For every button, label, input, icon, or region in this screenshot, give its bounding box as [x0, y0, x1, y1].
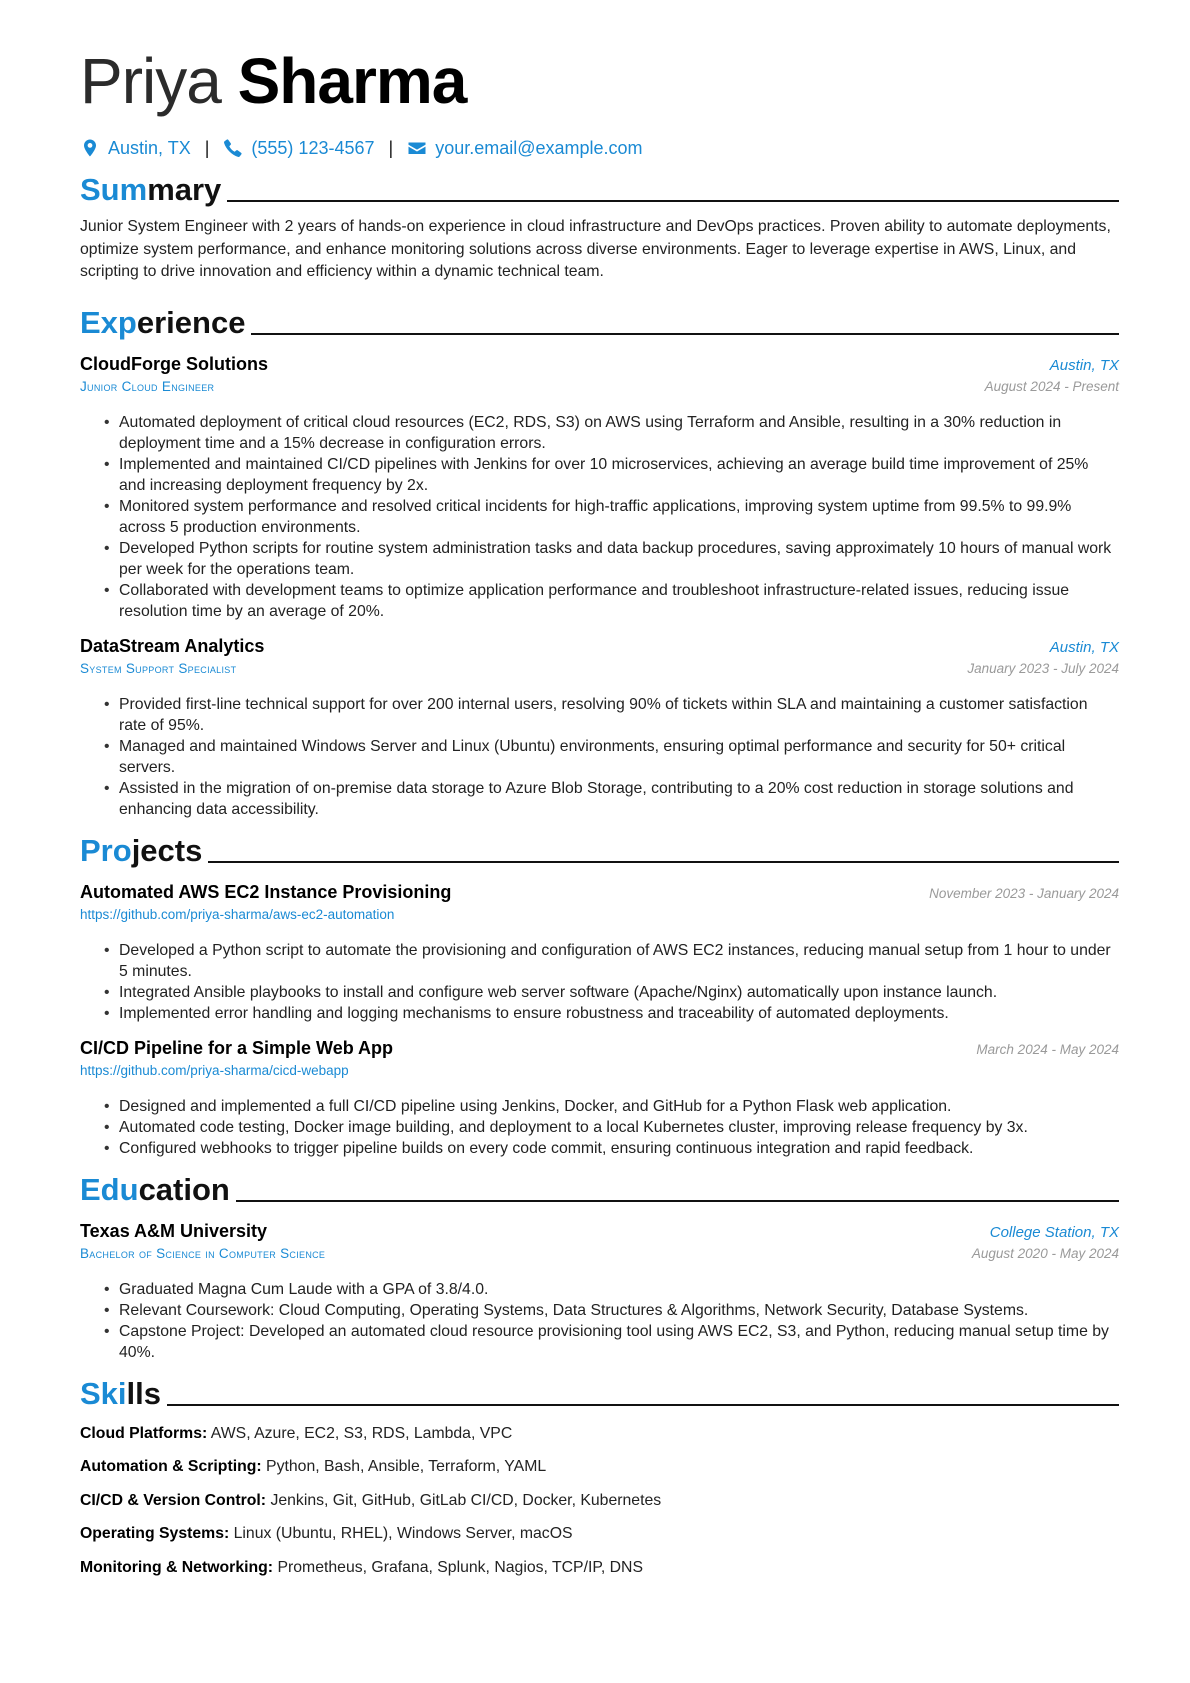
section-header-projects [80, 830, 1119, 868]
skill-row [80, 1517, 1119, 1551]
project-name: Automated AWS EC2 Instance Provisioning [80, 881, 452, 902]
section-divider [251, 333, 1119, 335]
job-dates: January 2023 - July 2024 [967, 660, 1119, 676]
section-divider [227, 200, 1119, 202]
project-entry [80, 1036, 1119, 1159]
bullet-item: • Developed Python scripts for routine system administration tasks and data backup procedures, saving approximately 10 hours of manual work per week for the operations team. [119, 538, 1119, 580]
school-location: College Station, TX [989, 1223, 1119, 1241]
job-title: Junior Cloud Engineer [80, 378, 215, 394]
envelope-icon [407, 138, 427, 158]
skill-value: Jenkins, Git, GitHub, GitLab CI/CD, Docker, Kubernetes [270, 1491, 662, 1509]
skill-value: Python, Bash, Ansible, Terraform, YAML [266, 1458, 547, 1475]
bullet-item: • Managed and maintained Windows Server and Linux (Ubuntu) environments, ensuring optimal performance and security for 50+ critical servers. [119, 736, 1119, 778]
project-dates: November 2023 - January 2024 [929, 885, 1119, 901]
company-name: DataStream Analytics [80, 635, 265, 656]
section-title [80, 1377, 161, 1411]
education-entry [80, 1219, 1119, 1363]
section-title-accent: Sum [80, 172, 148, 207]
bullet-list [80, 412, 1119, 622]
project-name: CI/CD Pipeline for a Simple Web App [80, 1037, 394, 1058]
phone-icon [223, 138, 243, 158]
experience-entry [80, 352, 1119, 622]
bullet-item: • Collaborated with development teams to optimize application performance and troubleshoot infrastructure-related issues, reducing issue resolution time by an average of 20%. [119, 580, 1119, 622]
skill-row [80, 1484, 1119, 1518]
section-header-experience [80, 302, 1119, 340]
resume-page [80, 40, 1119, 1584]
section-title-rest: cation [138, 1171, 230, 1207]
first-name: Priya [80, 45, 221, 117]
section-title-accent: Exp [80, 304, 137, 340]
section-title [80, 173, 221, 207]
project-link[interactable]: https://github.com/priya-sharma/cicd-webapp [80, 1062, 349, 1078]
section-divider [208, 861, 1119, 863]
contact-separator: | [204, 137, 210, 158]
bullet-item: • Graduated Magna Cum Laude with a GPA of 3.8/4.0. [119, 1279, 1119, 1300]
job-title: System Support Specialist [80, 660, 237, 676]
section-title-rest: lls [126, 1375, 161, 1411]
bullet-item: • Configured webhooks to trigger pipeline builds on every code commit, ensuring continuous integration and rapid feedback. [119, 1138, 1119, 1159]
bullet-item: • Relevant Coursework: Cloud Computing, Operating Systems, Data Structures & Algorithms, Network Security, Database Systems. [119, 1300, 1119, 1321]
section-title [80, 1173, 230, 1207]
bullet-item: • Developed a Python script to automate the provisioning and configuration of AWS EC2 instances, reducing manual setup from 1 hour to under 5 minutes. [119, 940, 1119, 982]
job-location: Austin, TX [1049, 356, 1119, 374]
section-title-accent: Ski [80, 1375, 127, 1411]
company-name: CloudForge Solutions [80, 353, 268, 374]
bullet-list [80, 1096, 1119, 1159]
bullet-list [80, 940, 1119, 1024]
contact-separator: | [388, 137, 394, 158]
section-divider [167, 1404, 1119, 1406]
email-link[interactable]: your.email@example.com [435, 137, 643, 158]
section-title-accent: Pro [80, 832, 132, 868]
education-dates: August 2020 - May 2024 [971, 1245, 1119, 1261]
section-title-rest: mary [147, 172, 222, 207]
section-header-summary [80, 169, 1119, 207]
candidate-name [80, 40, 1119, 122]
skill-label: CI/CD & Version Control: [80, 1491, 267, 1509]
bullet-item: • Integrated Ansible playbooks to install and configure web server software (Apache/Nginx) automatically upon instance launch. [119, 982, 1119, 1003]
bullet-item: • Monitored system performance and resolved critical incidents for high-traffic applications, improving system uptime from 99.5% to 99.9% across 5 production environments. [119, 496, 1119, 538]
section-header-skills [80, 1373, 1119, 1411]
bullet-item: • Implemented and maintained CI/CD pipelines with Jenkins for over 10 microservices, achieving an average build time improvement of 25% and increasing deployment frequency by 2x. [119, 454, 1119, 496]
bullet-item: • Provided first-line technical support for over 200 internal users, resolving 90% of tickets within SLA and maintaining a customer satisfaction rate of 95%. [119, 694, 1119, 736]
school-name: Texas A&M University [80, 1220, 268, 1241]
bullet-item: • Assisted in the migration of on-premise data storage to Azure Blob Storage, contributing to a 20% cost reduction in storage solutions and enhancing data accessibility. [119, 778, 1119, 820]
section-header-education [80, 1169, 1119, 1207]
skill-label: Operating Systems: [80, 1525, 230, 1542]
section-title-rest: erience [136, 304, 246, 340]
skill-label: Monitoring & Networking: [80, 1558, 274, 1576]
contact-line [80, 135, 1119, 161]
section-title [80, 834, 202, 868]
job-dates: August 2024 - Present [984, 378, 1119, 394]
bullet-item: • Designed and implemented a full CI/CD pipeline using Jenkins, Docker, and GitHub for a Python Flask web application. [119, 1096, 1119, 1117]
project-entry [80, 880, 1119, 1024]
project-link[interactable]: https://github.com/priya-sharma/aws-ec2-automation [80, 906, 395, 922]
bullet-list [80, 1279, 1119, 1363]
last-name: Sharma [237, 45, 467, 117]
bullet-item: • Automated deployment of critical cloud resources (EC2, RDS, S3) on AWS using Terraform and Ansible, resulting in a 30% reduction in deployment time and a 15% decrease in configuration errors. [119, 412, 1119, 454]
skill-value: Linux (Ubuntu, RHEL), Windows Server, macOS [233, 1525, 573, 1542]
section-title-accent: Edu [80, 1171, 139, 1207]
skill-row [80, 1417, 1119, 1451]
bullet-item: • Automated code testing, Docker image building, and deployment to a local Kubernetes cluster, improving release frequency by 3x. [119, 1117, 1119, 1138]
bullet-list [80, 694, 1119, 820]
location-text: Austin, TX [108, 137, 191, 158]
experience-entry [80, 634, 1119, 820]
section-title-rest: jects [131, 832, 203, 868]
bullet-item: • Capstone Project: Developed an automated cloud resource provisioning tool using AWS EC2, S3, and Python, reducing manual setup time by 40%. [119, 1321, 1119, 1363]
skill-value: AWS, Azure, EC2, S3, RDS, Lambda, VPC [210, 1424, 513, 1442]
degree-name: Bachelor of Science in Computer Science [80, 1245, 326, 1261]
skill-label: Cloud Platforms: [80, 1424, 208, 1442]
skill-row [80, 1450, 1119, 1484]
bullet-item: • Implemented error handling and logging mechanisms to ensure robustness and traceability of automated deployments. [119, 1003, 1119, 1024]
skill-row [80, 1551, 1119, 1585]
section-title [80, 306, 245, 340]
section-divider [236, 1200, 1119, 1202]
skills-list [80, 1417, 1119, 1585]
map-pin-icon [80, 138, 100, 158]
phone-text: (555) 123-4567 [251, 137, 375, 158]
summary-text: Junior System Engineer with 2 years of hands-on experience in cloud infrastructure and DevOps practices. Proven ability to automate deployments, optimize system performance, and enhance monitoring solutions across diverse environments. Eager to leverage expertise in AWS, Linux, and scripting to drive innovation and efficiency within a dynamic technical team. [80, 218, 1111, 280]
job-location: Austin, TX [1049, 638, 1119, 656]
project-dates: March 2024 - May 2024 [976, 1041, 1119, 1057]
skill-value: Prometheus, Grafana, Splunk, Nagios, TCP/IP, DNS [277, 1558, 644, 1576]
skill-label: Automation & Scripting: [80, 1458, 262, 1475]
